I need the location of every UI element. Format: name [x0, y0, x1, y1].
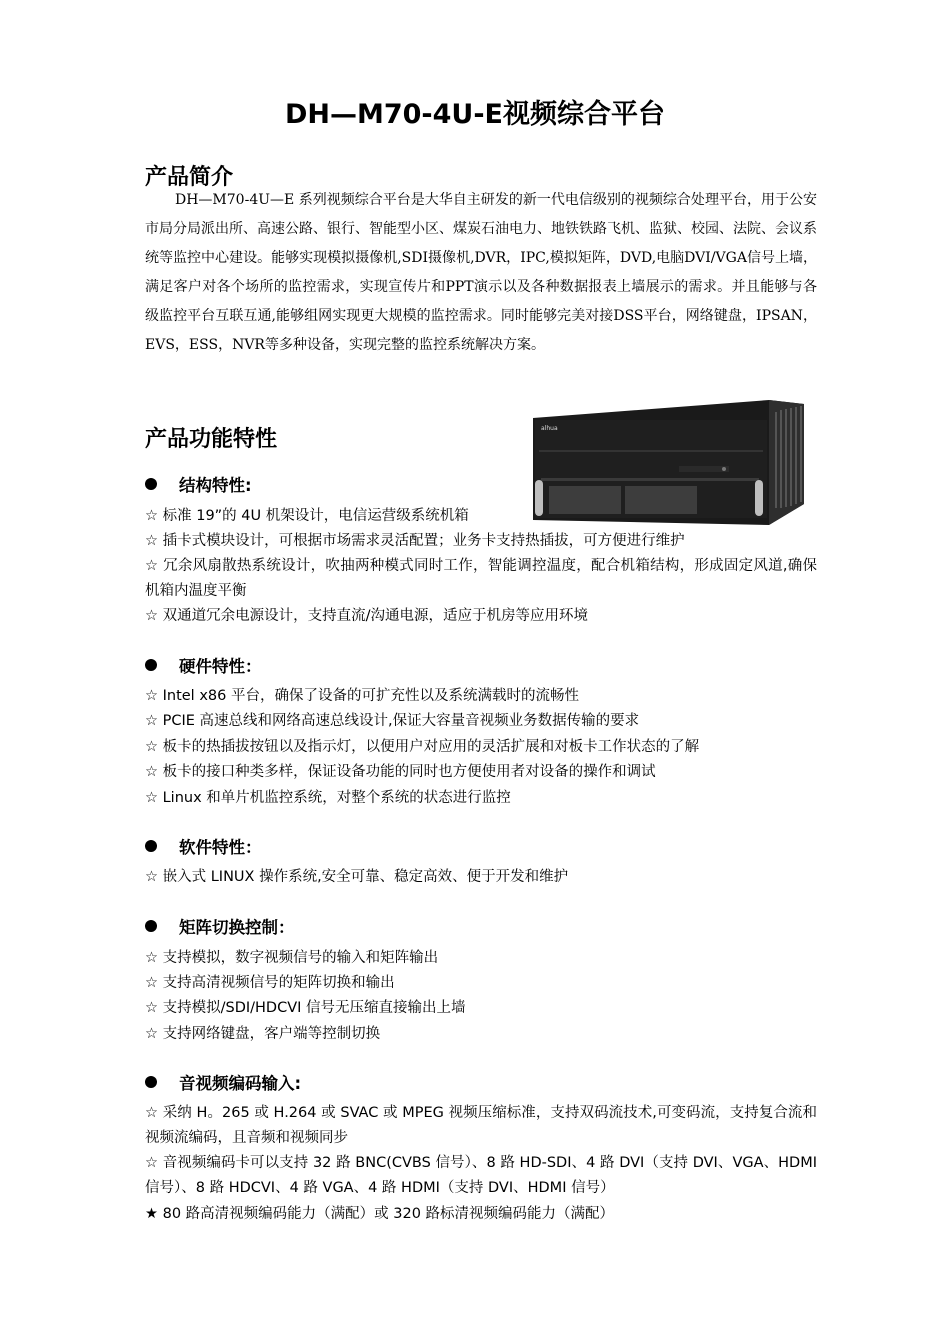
hardware-item-5: ☆ Linux 和单片机监控系统，对整个系统的状态进行监控 [145, 790, 511, 806]
panel-strip [541, 478, 759, 481]
matrix-heading [145, 914, 295, 938]
matrix-item-2: ☆ 支持高清视频信号的矩阵切换和输出 [145, 975, 395, 991]
matrix-heading-label: 矩阵切换控制： [179, 918, 295, 937]
matrix-item-3: ☆ 支持模拟/SDI/HDCVI 信号无压缩直接输出上墙 [145, 1000, 466, 1016]
indicator-led [722, 467, 726, 471]
software-item-1: ☆ 嵌入式 LINUX 操作系统,安全可靠、稳定高效、便于开发和维护 [145, 869, 569, 885]
left-handle [535, 480, 543, 516]
bullet-icon [145, 659, 157, 671]
intro-heading: 产品简介 [145, 165, 234, 190]
software-heading-label: 软件特性： [179, 838, 262, 857]
structure-item-1: ☆ 标准 19”的 4U 机架设计，电信运营级系统机箱 [145, 508, 469, 524]
front-vent-right [625, 486, 697, 514]
structure-heading-label: 结构特性: [179, 476, 252, 495]
hardware-item-1: ☆ Intel x86 平台，确保了设备的可扩充性以及系统满载时的流畅性 [145, 688, 579, 704]
hardware-heading-label: 硬件特性： [179, 657, 262, 676]
encoding-heading-label: 音视频编码输入: [179, 1074, 302, 1093]
software-heading [145, 834, 262, 858]
page-title: DH—M70-4U-E视频综合平台 [284, 99, 666, 130]
panel-divider [539, 450, 763, 452]
encoding-item-3: ★ 80 路高清视频编码能力（满配）或 320 路标清视频编码能力（满配） [145, 1206, 615, 1222]
hardware-item-2: ☆ PCIE 高速总线和网络高速总线设计,保证大容量音视频业务数据传输的要求 [145, 713, 640, 729]
encoding-item-2: ☆ 音视频编码卡可以支持 32 路 BNC(CVBS 信号）、8 路 HD-SDI、4 路 DVI（支持 DVI、VGA、HDMI 信号）、8 路 HDCVI、4 路 VGA、4 路 HDMI（支持 DVI、HDMI 信号） [145, 1155, 817, 1196]
bullet-icon [145, 920, 157, 932]
brand-logo: alhua [541, 425, 558, 432]
bullet-icon [145, 1076, 157, 1088]
hardware-heading [145, 653, 262, 677]
intro-paragraph: DH—M70-4U—E 系列视频综合平台是大华自主研发的新一代电信级别的视频综合处理平台，用于公安市局分局派出所、高速公路、银行、智能型小区、煤炭石油电力、地铁铁路飞机、监狱、校园、法院、会议系统等监控中心建设。能够实现模拟摄像机,SDI摄像机,DVR，IPC,模拟矩阵，DVD,电脑DVI/VGA信号上墙，满足客户对各个场所的监控需求，实现宣传片和PPT演示以及各种数据报表上墙展示的需求。并且能够与各级监控平台互联互通,能够组网实现更大规模的监控需求。同时能够完美对接DSS平台，网络键盘，IPSAN，EVS，ESS，NVR等多种设备，实现完整的监控系统解决方案。 [145, 192, 817, 353]
right-handle [755, 480, 763, 516]
structure-item-4: ☆ 双通道冗余电源设计，支持直流/沟通电源，适应于机房等应用环境 [145, 608, 588, 624]
bullet-icon [145, 840, 157, 852]
indicator-bar [679, 466, 729, 472]
structure-item-3: ☆ 冗余风扇散热系统设计，吹抽两种模式同时工作，智能调控温度，配合机箱结构，形成固定风道,确保机箱内温度平衡 [145, 558, 817, 599]
features-heading: 产品功能特性 [145, 427, 278, 452]
structure-heading [145, 472, 252, 496]
matrix-item-4: ☆ 支持网络键盘，客户端等控制切换 [145, 1026, 381, 1042]
front-vent-left [549, 486, 621, 514]
matrix-item-1: ☆ 支持模拟，数字视频信号的输入和矩阵输出 [145, 950, 439, 966]
structure-item-2: ☆ 插卡式模块设计，可根据市场需求灵活配置；业务卡支持热插拔，可方便进行维护 [145, 533, 685, 549]
encoding-heading [145, 1070, 301, 1094]
product-image [529, 400, 804, 525]
hardware-item-4: ☆ 板卡的接口种类多样，保证设备功能的同时也方便使用者对设备的操作和调试 [145, 764, 656, 780]
encoding-item-1: ☆ 采纳 H。265 或 H.264 或 SVAC 或 MPEG 视频压缩标准，支持双码流技术,可变码流，支持复合流和视频流编码，且音频和视频同步 [145, 1105, 817, 1146]
hardware-item-3: ☆ 板卡的热插拔按钮以及指示灯，以便用户对应用的灵活扩展和对板卡工作状态的了解 [145, 739, 700, 755]
bullet-icon [145, 478, 157, 490]
